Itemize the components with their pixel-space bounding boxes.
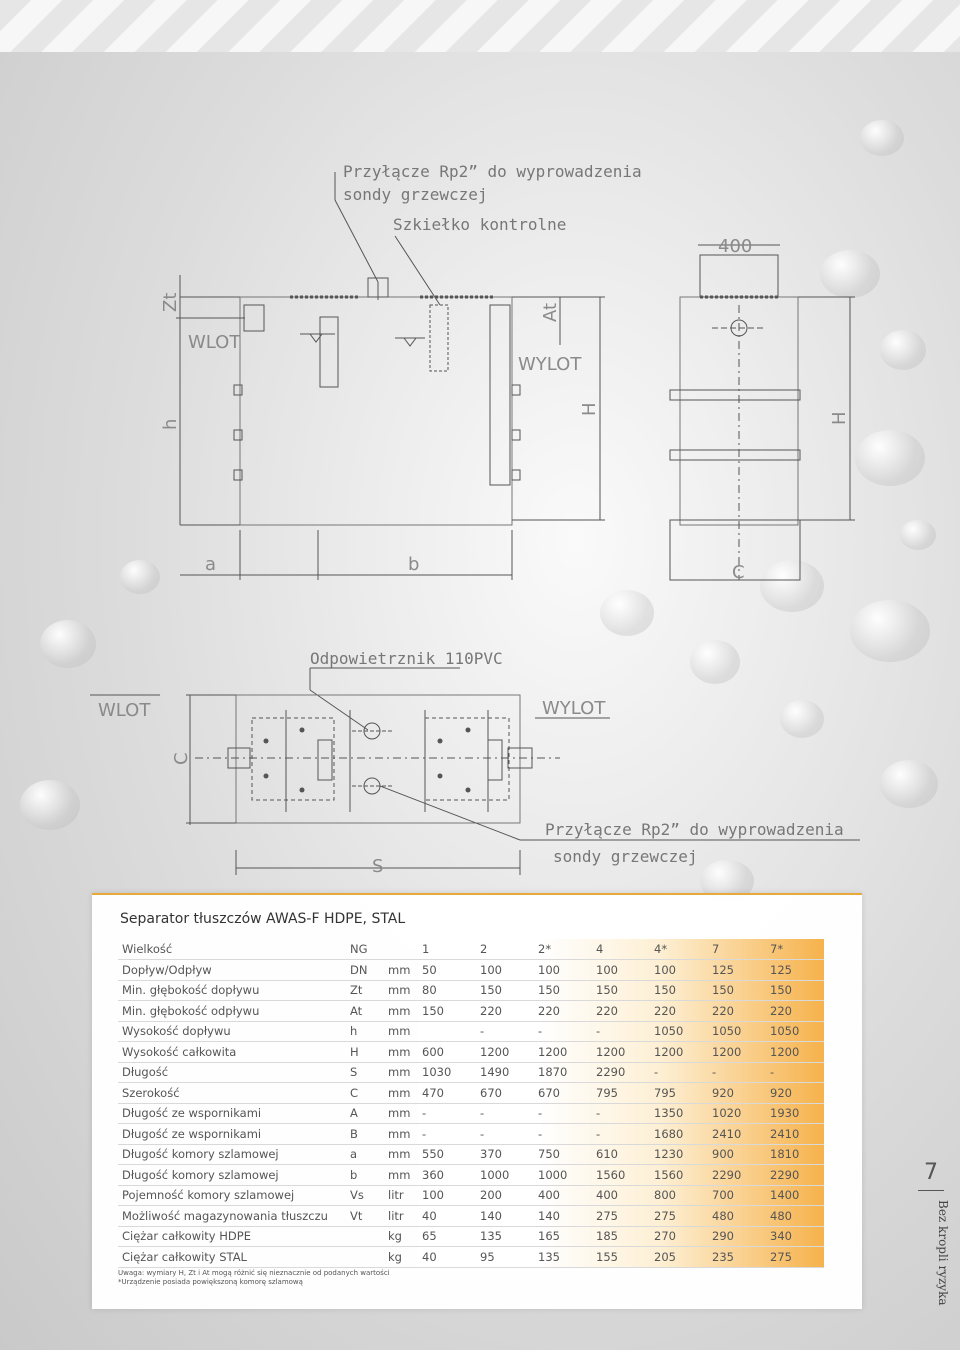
row-value: - bbox=[650, 1062, 708, 1083]
dim-H-front: H bbox=[829, 411, 850, 425]
row-value: 2* bbox=[534, 939, 592, 960]
row-unit: mm bbox=[384, 980, 418, 1001]
dim-400: 400 bbox=[718, 236, 753, 257]
row-value: 610 bbox=[592, 1144, 650, 1165]
dim-zt: Zt bbox=[160, 292, 181, 312]
row-value: 150 bbox=[650, 980, 708, 1001]
row-value: 2290 bbox=[766, 1165, 824, 1186]
note-enlarged-chamber: *Urządzenie posiada powiększoną komorę szlamową bbox=[118, 1278, 303, 1286]
plan-label-wlot: WLOT bbox=[98, 700, 151, 721]
row-value: 220 bbox=[708, 1001, 766, 1022]
row-value: 205 bbox=[650, 1247, 708, 1268]
row-value: 2 bbox=[476, 939, 534, 960]
row-value: 235 bbox=[708, 1247, 766, 1268]
row-symbol: A bbox=[346, 1103, 384, 1124]
table-row bbox=[118, 1247, 824, 1268]
row-value: 220 bbox=[534, 1001, 592, 1022]
row-value: 125 bbox=[766, 960, 824, 981]
table-row bbox=[118, 1206, 824, 1227]
row-name: Min. głębokość odpływu bbox=[118, 1001, 346, 1022]
note-dimensions: Uwaga: wymiary H, Zt i At mogą różnić się nieznacznie od podanych wartości bbox=[118, 1269, 390, 1277]
row-value: 1930 bbox=[766, 1103, 824, 1124]
row-value: - bbox=[708, 1062, 766, 1083]
row-symbol: H bbox=[346, 1042, 384, 1063]
row-value: 2410 bbox=[708, 1124, 766, 1145]
dim-b: b bbox=[408, 554, 420, 575]
row-value: 1230 bbox=[650, 1144, 708, 1165]
row-value: 1200 bbox=[708, 1042, 766, 1063]
row-value: 670 bbox=[476, 1083, 534, 1104]
row-value: 1200 bbox=[534, 1042, 592, 1063]
row-value: 1490 bbox=[476, 1062, 534, 1083]
row-value: - bbox=[476, 1021, 534, 1042]
row-unit: mm bbox=[384, 1144, 418, 1165]
probe-note-line2: sondy grzewczej bbox=[343, 185, 488, 204]
plan-probe-note-line2: sondy grzewczej bbox=[553, 847, 698, 866]
row-symbol: DN bbox=[346, 960, 384, 981]
row-value: 1200 bbox=[592, 1042, 650, 1063]
row-name: Pojemność komory szlamowej bbox=[118, 1185, 346, 1206]
row-value: 290 bbox=[708, 1226, 766, 1247]
row-value: 1200 bbox=[476, 1042, 534, 1063]
row-unit: mm bbox=[384, 1021, 418, 1042]
row-value: 270 bbox=[650, 1226, 708, 1247]
dim-at: At bbox=[540, 302, 561, 322]
probe-note-line1: Przyłącze Rp2” do wyprowadzenia bbox=[343, 162, 642, 181]
row-value: 1870 bbox=[534, 1062, 592, 1083]
spec-table bbox=[118, 939, 824, 1268]
row-unit: mm bbox=[384, 1083, 418, 1104]
row-symbol: S bbox=[346, 1062, 384, 1083]
dim-H: H bbox=[579, 402, 600, 416]
row-value: 1050 bbox=[650, 1021, 708, 1042]
row-value: 275 bbox=[592, 1206, 650, 1227]
table-title: Separator tłuszczów AWAS-F HDPE, STAL bbox=[120, 911, 406, 927]
row-value: 100 bbox=[418, 1185, 476, 1206]
table-row bbox=[118, 1185, 824, 1206]
table-row bbox=[118, 1124, 824, 1145]
table-notes bbox=[118, 1269, 390, 1287]
row-name: Szerokość bbox=[118, 1083, 346, 1104]
row-value: 135 bbox=[476, 1226, 534, 1247]
row-value: 2410 bbox=[766, 1124, 824, 1145]
row-value: 150 bbox=[708, 980, 766, 1001]
row-unit: mm bbox=[384, 1001, 418, 1022]
row-value: 275 bbox=[766, 1247, 824, 1268]
row-value: 600 bbox=[418, 1042, 476, 1063]
table-row bbox=[118, 1144, 824, 1165]
plan-dim-C: C bbox=[171, 752, 192, 765]
label-wlot: WLOT bbox=[188, 332, 241, 353]
table-row bbox=[118, 1001, 824, 1022]
dim-C: C bbox=[732, 562, 745, 583]
row-value: 470 bbox=[418, 1083, 476, 1104]
row-unit: mm bbox=[384, 1103, 418, 1124]
row-value bbox=[418, 1021, 476, 1042]
row-value: 100 bbox=[534, 960, 592, 981]
row-name: Długość ze wspornikami bbox=[118, 1103, 346, 1124]
row-name: Długość bbox=[118, 1062, 346, 1083]
row-value: 1400 bbox=[766, 1185, 824, 1206]
row-value: 220 bbox=[592, 1001, 650, 1022]
row-value: 100 bbox=[476, 960, 534, 981]
table-row bbox=[118, 1062, 824, 1083]
row-value: 1350 bbox=[650, 1103, 708, 1124]
row-value: 2290 bbox=[592, 1062, 650, 1083]
row-value: 185 bbox=[592, 1226, 650, 1247]
row-value: 100 bbox=[650, 960, 708, 981]
row-name: Możliwość magazynowania tłuszczu bbox=[118, 1206, 346, 1227]
row-name: Ciężar całkowity HDPE bbox=[118, 1226, 346, 1247]
row-unit: mm bbox=[384, 1042, 418, 1063]
row-value: 220 bbox=[766, 1001, 824, 1022]
table-row bbox=[118, 1042, 824, 1063]
row-value: - bbox=[534, 1021, 592, 1042]
row-value: 200 bbox=[476, 1185, 534, 1206]
table-row bbox=[118, 1083, 824, 1104]
row-symbol: b bbox=[346, 1165, 384, 1186]
row-symbol: a bbox=[346, 1144, 384, 1165]
row-value: 360 bbox=[418, 1165, 476, 1186]
table-row bbox=[118, 1103, 824, 1124]
row-name: Wysokość dopływu bbox=[118, 1021, 346, 1042]
row-value: 2290 bbox=[708, 1165, 766, 1186]
row-value: 150 bbox=[592, 980, 650, 1001]
row-value: 95 bbox=[476, 1247, 534, 1268]
row-value: 1030 bbox=[418, 1062, 476, 1083]
row-value: 1560 bbox=[650, 1165, 708, 1186]
vent-note: Odpowietrznik 110PVC bbox=[310, 649, 503, 668]
row-symbol: NG bbox=[346, 939, 384, 960]
row-symbol: h bbox=[346, 1021, 384, 1042]
row-value: - bbox=[534, 1124, 592, 1145]
row-name: Wielkość bbox=[118, 939, 346, 960]
row-value: 750 bbox=[534, 1144, 592, 1165]
row-value: - bbox=[534, 1103, 592, 1124]
row-name: Min. głębokość dopływu bbox=[118, 980, 346, 1001]
row-value: 40 bbox=[418, 1206, 476, 1227]
table-row bbox=[118, 1021, 824, 1042]
row-value: 150 bbox=[476, 980, 534, 1001]
row-symbol bbox=[346, 1247, 384, 1268]
row-value: - bbox=[592, 1124, 650, 1145]
row-value: - bbox=[592, 1021, 650, 1042]
row-value: 1560 bbox=[592, 1165, 650, 1186]
page-number-rule bbox=[918, 1190, 944, 1191]
dim-h-small: h bbox=[160, 418, 181, 430]
row-value: - bbox=[418, 1124, 476, 1145]
row-value: - bbox=[766, 1062, 824, 1083]
row-value: 1680 bbox=[650, 1124, 708, 1145]
row-name: Wysokość całkowita bbox=[118, 1042, 346, 1063]
row-value: 150 bbox=[534, 980, 592, 1001]
row-symbol: C bbox=[346, 1083, 384, 1104]
row-unit bbox=[384, 939, 418, 960]
table-row bbox=[118, 980, 824, 1001]
glass-note: Szkiełko kontrolne bbox=[393, 215, 567, 234]
row-value: 1050 bbox=[766, 1021, 824, 1042]
row-value: 125 bbox=[708, 960, 766, 981]
row-value: 4* bbox=[650, 939, 708, 960]
row-value: 50 bbox=[418, 960, 476, 981]
row-name: Ciężar całkowity STAL bbox=[118, 1247, 346, 1268]
row-value: 1020 bbox=[708, 1103, 766, 1124]
row-value: 920 bbox=[766, 1083, 824, 1104]
row-unit: kg bbox=[384, 1247, 418, 1268]
row-value: 150 bbox=[418, 1001, 476, 1022]
row-value: - bbox=[476, 1103, 534, 1124]
row-name: Długość komory szlamowej bbox=[118, 1165, 346, 1186]
row-value: 100 bbox=[592, 960, 650, 981]
row-value: 140 bbox=[534, 1206, 592, 1227]
row-value: 135 bbox=[534, 1247, 592, 1268]
row-value: 900 bbox=[708, 1144, 766, 1165]
row-name: Dopływ/Odpływ bbox=[118, 960, 346, 981]
label-wylot: WYLOT bbox=[518, 354, 582, 375]
row-value: - bbox=[476, 1124, 534, 1145]
page-side-tab bbox=[910, 1160, 950, 1310]
row-value: 550 bbox=[418, 1144, 476, 1165]
row-value: 1000 bbox=[534, 1165, 592, 1186]
page-number: 7 bbox=[924, 1160, 938, 1185]
row-value: 150 bbox=[766, 980, 824, 1001]
row-value: 1050 bbox=[708, 1021, 766, 1042]
plan-dim-S: S bbox=[372, 856, 384, 877]
row-unit: mm bbox=[384, 960, 418, 981]
row-value: 920 bbox=[708, 1083, 766, 1104]
row-value: 40 bbox=[418, 1247, 476, 1268]
row-value: 165 bbox=[534, 1226, 592, 1247]
row-unit: mm bbox=[384, 1062, 418, 1083]
slogan: Bez kropli ryzyka bbox=[936, 1200, 950, 1306]
row-value: - bbox=[418, 1103, 476, 1124]
table-row bbox=[118, 1165, 824, 1186]
row-unit: mm bbox=[384, 1165, 418, 1186]
row-symbol: Zt bbox=[346, 980, 384, 1001]
row-symbol bbox=[346, 1226, 384, 1247]
table-row bbox=[118, 960, 824, 981]
row-value: 370 bbox=[476, 1144, 534, 1165]
row-value: 1200 bbox=[650, 1042, 708, 1063]
dim-a: a bbox=[205, 554, 217, 575]
row-value: 670 bbox=[534, 1083, 592, 1104]
row-unit: litr bbox=[384, 1206, 418, 1227]
row-value: 7* bbox=[766, 939, 824, 960]
row-symbol: At bbox=[346, 1001, 384, 1022]
row-value: 795 bbox=[592, 1083, 650, 1104]
table-row bbox=[118, 939, 824, 960]
row-value: 1000 bbox=[476, 1165, 534, 1186]
row-symbol: Vs bbox=[346, 1185, 384, 1206]
row-value: 4 bbox=[592, 939, 650, 960]
row-value: 80 bbox=[418, 980, 476, 1001]
table-row bbox=[118, 1226, 824, 1247]
row-value: 1810 bbox=[766, 1144, 824, 1165]
plan-probe-note-line1: Przyłącze Rp2” do wyprowadzenia bbox=[545, 820, 844, 839]
row-value: 65 bbox=[418, 1226, 476, 1247]
row-value: 800 bbox=[650, 1185, 708, 1206]
row-name: Długość komory szlamowej bbox=[118, 1144, 346, 1165]
plan-label-wylot: WYLOT bbox=[542, 698, 606, 719]
row-value: 700 bbox=[708, 1185, 766, 1206]
row-value: 400 bbox=[534, 1185, 592, 1206]
row-value: 480 bbox=[708, 1206, 766, 1227]
row-unit: mm bbox=[384, 1124, 418, 1145]
row-value: - bbox=[592, 1103, 650, 1124]
row-value: 340 bbox=[766, 1226, 824, 1247]
row-value: 1200 bbox=[766, 1042, 824, 1063]
row-value: 220 bbox=[650, 1001, 708, 1022]
row-value: 795 bbox=[650, 1083, 708, 1104]
row-value: 400 bbox=[592, 1185, 650, 1206]
row-value: 140 bbox=[476, 1206, 534, 1227]
spec-table-card bbox=[92, 893, 862, 1309]
row-value: 7 bbox=[708, 939, 766, 960]
row-value: 275 bbox=[650, 1206, 708, 1227]
row-name: Długość ze wspornikami bbox=[118, 1124, 346, 1145]
row-value: 480 bbox=[766, 1206, 824, 1227]
row-unit: kg bbox=[384, 1226, 418, 1247]
row-unit: litr bbox=[384, 1185, 418, 1206]
row-value: 220 bbox=[476, 1001, 534, 1022]
row-value: 155 bbox=[592, 1247, 650, 1268]
row-value: 1 bbox=[418, 939, 476, 960]
row-symbol: B bbox=[346, 1124, 384, 1145]
row-symbol: Vt bbox=[346, 1206, 384, 1227]
